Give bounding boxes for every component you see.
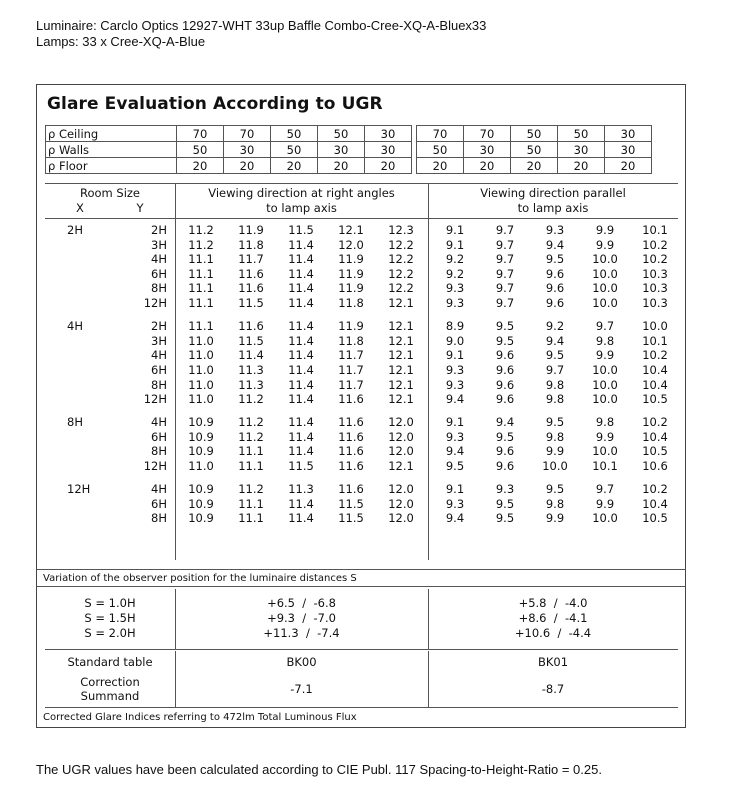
ugr-value: 11.4 (288, 281, 314, 296)
reflectance-value: 50 (271, 142, 318, 158)
ugr-value: 10.2 (642, 252, 668, 267)
room-y-label: 2H (151, 319, 167, 334)
ugr-value: 11.3 (238, 377, 264, 392)
ugr-value: 11.2 (238, 482, 264, 497)
ugr-value: 10.2 (642, 237, 668, 252)
ugr-value: 9.9 (545, 511, 565, 526)
reflectance-value: 70 (177, 126, 224, 142)
ugr-value: 12.1 (388, 377, 414, 392)
reflectance-value: 30 (605, 142, 652, 158)
ugr-value: 9.1 (445, 223, 465, 237)
ugr-value: 11.6 (338, 392, 364, 407)
ugr-value: 9.3 (445, 362, 465, 377)
room-y-label: 3H (151, 333, 167, 348)
divider (428, 217, 429, 560)
reflectance-value: 70 (464, 126, 511, 142)
ugr-value: 9.8 (545, 429, 565, 444)
ugr-value: 10.0 (592, 377, 618, 392)
y-label: Y (136, 201, 144, 215)
reflectance-value: 70 (224, 126, 271, 142)
spacing-parallel: +8.6 / -4.1 (518, 611, 588, 625)
table-title: Glare Evaluation According to UGR (47, 94, 383, 114)
room-y-label: 6H (151, 266, 167, 281)
ugr-value: 9.8 (595, 333, 615, 348)
ugr-value: 11.2 (188, 237, 214, 252)
spacing-variation-block (45, 589, 678, 650)
ugr-value: 11.6 (238, 281, 264, 296)
footer-note: The UGR values have been calculated according to CIE Publ. 117 Spacing-to-Height-Ratio = 0.25. (36, 762, 602, 777)
ugr-value: 9.3 (445, 296, 465, 310)
reflectance-value: 50 (417, 142, 464, 158)
ugr-value: 10.5 (642, 444, 668, 459)
ugr-value: 10.0 (592, 444, 618, 459)
ugr-value: 11.0 (188, 362, 214, 377)
ugr-value: 11.1 (238, 511, 264, 526)
ugr-value: 9.5 (545, 482, 565, 497)
ugr-value: 11.4 (288, 444, 314, 459)
viewing-direction-header (45, 183, 678, 219)
ugr-value: 9.1 (445, 237, 465, 252)
room-x-label: 4H (67, 319, 83, 334)
ugr-value: 11.3 (288, 482, 314, 497)
ugr-value: 9.7 (595, 482, 615, 497)
ugr-value: 12.2 (388, 237, 414, 252)
ugr-value: 11.9 (338, 281, 364, 296)
ugr-value: 11.4 (288, 296, 314, 310)
ugr-value: 9.5 (545, 348, 565, 363)
ugr-value: 11.0 (188, 392, 214, 407)
room-y-label: 12H (143, 459, 167, 473)
x-label: X (76, 201, 84, 215)
ugr-value: 12.0 (338, 237, 364, 252)
ugr-value: 11.4 (288, 333, 314, 348)
reflectance-table (45, 125, 652, 174)
ugr-value: 9.9 (595, 223, 615, 237)
ugr-value: 9.6 (495, 377, 515, 392)
ugr-value: 10.9 (188, 429, 214, 444)
ugr-value: 9.7 (545, 362, 565, 377)
reflectance-value: 20 (464, 158, 511, 174)
reflectance-value: 20 (511, 158, 558, 174)
floor-label: ρ Floor (46, 158, 177, 174)
reflectance-value: 50 (177, 142, 224, 158)
ceiling-label: ρ Ceiling (46, 126, 177, 142)
ugr-value: 11.0 (188, 459, 214, 473)
reflectance-value: 30 (318, 142, 365, 158)
ugr-value: 11.4 (288, 415, 314, 430)
correction-label-line2: Summand (80, 689, 140, 703)
ugr-value: 12.1 (388, 296, 414, 310)
ugr-value: 11.4 (238, 348, 264, 363)
ugr-value: 12.0 (388, 496, 414, 511)
ugr-value: 9.2 (545, 319, 565, 334)
ugr-value: 9.3 (445, 281, 465, 296)
ugr-value: 9.3 (495, 482, 515, 497)
ugr-value: 9.4 (445, 511, 465, 526)
reflectance-value: 30 (224, 142, 271, 158)
ugr-value: 11.5 (238, 333, 264, 348)
ugr-value: 9.5 (495, 333, 515, 348)
ugr-value: 9.5 (495, 511, 515, 526)
ugr-value: 10.1 (642, 223, 668, 237)
dir-parallel-line2: to lamp axis (517, 201, 589, 215)
ugr-value: 9.3 (545, 223, 565, 237)
reflectance-value: 20 (558, 158, 605, 174)
ugr-value: 9.9 (595, 237, 615, 252)
room-y-label: 8H (151, 511, 167, 526)
ugr-value: 11.8 (338, 333, 364, 348)
ugr-value: 9.3 (445, 496, 465, 511)
ugr-value: 9.6 (495, 348, 515, 363)
ugr-value: 11.5 (338, 496, 364, 511)
ugr-value: 9.3 (445, 377, 465, 392)
ugr-value: 9.7 (595, 319, 615, 334)
ugr-value: 11.6 (338, 444, 364, 459)
ugr-value: 11.6 (238, 319, 264, 334)
reflectance-value: 20 (177, 158, 224, 174)
ugr-value: 11.2 (188, 223, 214, 237)
spacing-label: S = 1.0H (84, 596, 136, 610)
ugr-value: 9.6 (495, 362, 515, 377)
ugr-value: 9.5 (495, 496, 515, 511)
ugr-value: 10.3 (642, 266, 668, 281)
reflectance-value: 20 (365, 158, 412, 174)
ugr-value: 11.3 (238, 362, 264, 377)
ugr-value: 9.6 (495, 444, 515, 459)
ugr-value: 11.7 (338, 348, 364, 363)
room-y-label: 4H (151, 348, 167, 363)
ugr-value: 11.1 (188, 296, 214, 310)
ugr-value: 11.5 (238, 296, 264, 310)
dir-right-angles-line2: to lamp axis (266, 201, 337, 215)
ugr-value: 10.9 (188, 482, 214, 497)
ugr-value: 11.9 (338, 252, 364, 267)
walls-row (46, 142, 652, 158)
ugr-value: 9.8 (545, 392, 565, 407)
ugr-value: 12.1 (388, 319, 414, 334)
ugr-value: 10.5 (642, 511, 668, 526)
ugr-value: 10.0 (592, 511, 618, 526)
ugr-value: 9.1 (445, 482, 465, 497)
ugr-value: 11.6 (338, 459, 364, 473)
ugr-value: 12.1 (338, 223, 364, 237)
ugr-value: 10.3 (642, 296, 668, 310)
ugr-value: 12.1 (388, 362, 414, 377)
ugr-value: 10.9 (188, 511, 214, 526)
ugr-value: 9.4 (545, 333, 565, 348)
ugr-value: 9.6 (545, 281, 565, 296)
room-y-label: 8H (151, 377, 167, 392)
spacing-parallel: +5.8 / -4.0 (518, 596, 588, 610)
ugr-value: 10.2 (642, 482, 668, 497)
room-y-label: 6H (151, 362, 167, 377)
ugr-value: 9.9 (595, 429, 615, 444)
ugr-value: 9.7 (495, 237, 515, 252)
ugr-value: 11.4 (288, 252, 314, 267)
ugr-value: 9.1 (445, 415, 465, 430)
ugr-value: 12.0 (388, 429, 414, 444)
ugr-value: 10.0 (542, 459, 568, 473)
ugr-value: 10.9 (188, 444, 214, 459)
dir-parallel-line1: Viewing direction parallel (480, 186, 626, 200)
ugr-value: 9.4 (495, 415, 515, 430)
reflectance-value: 30 (558, 142, 605, 158)
ugr-value: 11.6 (338, 429, 364, 444)
reflectance-value: 50 (511, 126, 558, 142)
reflectance-value: 20 (271, 158, 318, 174)
room-x-label: 2H (67, 223, 83, 237)
ugr-value: 9.5 (445, 459, 465, 473)
ugr-value: 11.4 (288, 429, 314, 444)
spacing-label: S = 1.5H (84, 611, 136, 625)
ugr-value: 10.0 (592, 362, 618, 377)
ugr-value: 11.6 (238, 266, 264, 281)
room-x-label: 12H (67, 482, 91, 497)
ugr-value: 9.8 (545, 377, 565, 392)
ugr-value: 11.5 (288, 223, 314, 237)
ugr-value: 12.0 (388, 511, 414, 526)
ugr-value: 9.0 (445, 333, 465, 348)
ugr-value: 11.4 (288, 362, 314, 377)
ugr-value: 9.6 (495, 459, 515, 473)
standard-table-block (45, 651, 678, 708)
ugr-value: 9.7 (495, 296, 515, 310)
ugr-value: 9.4 (445, 392, 465, 407)
ugr-value: 10.2 (642, 415, 668, 430)
ugr-value: 9.7 (495, 252, 515, 267)
ugr-value: 10.9 (188, 415, 214, 430)
ugr-value: 9.4 (545, 237, 565, 252)
reflectance-value: 20 (318, 158, 365, 174)
dir-right-angles-line1: Viewing direction at right angles (208, 186, 395, 200)
room-y-label: 6H (151, 429, 167, 444)
standard-table-right-angles: BK00 (286, 655, 317, 669)
ugr-table-frame (36, 84, 686, 728)
ugr-value: 12.2 (388, 266, 414, 281)
ugr-value: 12.3 (388, 223, 414, 237)
ugr-value: 10.3 (642, 281, 668, 296)
ugr-value: 11.6 (338, 482, 364, 497)
ugr-value: 9.5 (545, 415, 565, 430)
ugr-value: 12.1 (388, 333, 414, 348)
spacing-right-angles: +9.3 / -7.0 (267, 611, 336, 625)
ugr-value: 11.7 (338, 362, 364, 377)
ugr-value: 9.3 (445, 429, 465, 444)
ugr-value: 9.2 (445, 266, 465, 281)
room-y-label: 12H (143, 296, 167, 310)
ugr-value: 11.0 (188, 333, 214, 348)
ugr-value: 10.4 (642, 377, 668, 392)
ugr-value: 11.9 (338, 319, 364, 334)
ugr-value: 9.8 (545, 496, 565, 511)
ugr-value: 8.9 (445, 319, 465, 334)
ugr-value: 11.7 (338, 377, 364, 392)
ugr-value: 11.4 (288, 237, 314, 252)
reflectance-value: 50 (318, 126, 365, 142)
ugr-value: 11.4 (288, 319, 314, 334)
luminaire-name: Luminaire: Carclo Optics 12927-WHT 33up Baffle Combo-Cree-XQ-A-Bluex33 (36, 18, 487, 33)
room-x-label: 8H (67, 415, 83, 430)
ugr-value: 9.5 (545, 252, 565, 267)
room-size-label: Room Size (79, 186, 140, 200)
room-y-label: 12H (143, 392, 167, 407)
divider (175, 217, 176, 560)
walls-label: ρ Walls (46, 142, 177, 158)
ceiling-row (46, 126, 652, 142)
reflectance-value: 50 (511, 142, 558, 158)
ugr-value: 10.0 (642, 319, 668, 334)
ugr-value: 11.7 (238, 252, 264, 267)
ugr-value: 9.7 (495, 281, 515, 296)
ugr-value: 10.0 (592, 281, 618, 296)
variation-label: Variation of the observer position for the luminaire distances S (37, 569, 685, 587)
ugr-value: 11.4 (288, 348, 314, 363)
ugr-value: 9.9 (595, 496, 615, 511)
ugr-value: 11.1 (188, 252, 214, 267)
ugr-value: 11.1 (238, 496, 264, 511)
ugr-value: 9.5 (495, 319, 515, 334)
ugr-value: 10.4 (642, 496, 668, 511)
ugr-value: 9.2 (445, 252, 465, 267)
ugr-value: 10.0 (592, 266, 618, 281)
room-y-label: 8H (151, 444, 167, 459)
ugr-value: 11.5 (288, 459, 314, 473)
ugr-value: 11.2 (238, 415, 264, 430)
ugr-value: 9.9 (595, 348, 615, 363)
ugr-value: 9.4 (445, 444, 465, 459)
spacing-parallel: +10.6 / -4.4 (514, 626, 592, 640)
reflectance-value: 70 (417, 126, 464, 142)
ugr-value: 11.8 (238, 237, 264, 252)
ugr-value: 11.5 (338, 511, 364, 526)
ugr-value: 9.7 (495, 223, 515, 237)
ugr-value: 11.6 (338, 415, 364, 430)
reflectance-value: 50 (558, 126, 605, 142)
floor-row (46, 158, 652, 174)
ugr-value: 10.9 (188, 496, 214, 511)
ugr-value: 10.6 (642, 459, 668, 473)
ugr-value: 10.4 (642, 362, 668, 377)
ugr-value: 11.2 (238, 429, 264, 444)
ugr-value: 9.6 (545, 266, 565, 281)
ugr-value: 10.0 (592, 252, 618, 267)
reflectance-value: 20 (605, 158, 652, 174)
ugr-value: 11.4 (288, 392, 314, 407)
room-y-label: 6H (151, 496, 167, 511)
ugr-value: 10.2 (642, 348, 668, 363)
ugr-value: 11.1 (188, 319, 214, 334)
room-y-label: 2H (151, 223, 167, 237)
ugr-value: 11.4 (288, 511, 314, 526)
reflectance-value: 30 (365, 126, 412, 142)
ugr-value: 11.9 (338, 266, 364, 281)
correction-right-angles: -7.1 (290, 682, 313, 696)
correction-label-line1: Correction (80, 675, 140, 689)
ugr-value: 12.0 (388, 444, 414, 459)
ugr-value: 11.4 (288, 266, 314, 281)
ugr-value: 11.9 (238, 223, 264, 237)
ugr-value: 9.6 (495, 392, 515, 407)
ugr-value: 11.2 (238, 392, 264, 407)
ugr-value: 11.4 (288, 377, 314, 392)
room-y-label: 4H (151, 252, 167, 267)
room-y-label: 4H (151, 482, 167, 497)
ugr-value: 9.7 (495, 266, 515, 281)
reflectance-value: 30 (365, 142, 412, 158)
ugr-values-grid (45, 217, 678, 560)
ugr-value: 12.0 (388, 415, 414, 430)
ugr-value: 10.4 (642, 429, 668, 444)
ugr-value: 10.5 (642, 392, 668, 407)
standard-table-label: Standard table (67, 655, 153, 669)
ugr-value: 11.0 (188, 348, 214, 363)
standard-table-parallel: BK01 (537, 655, 569, 669)
room-y-label: 8H (151, 281, 167, 296)
lamps-spec: Lamps: 33 x Cree-XQ-A-Blue (36, 34, 206, 49)
reflectance-value: 20 (224, 158, 271, 174)
ugr-value: 11.1 (188, 266, 214, 281)
ugr-value: 10.0 (592, 392, 618, 407)
ugr-value: 12.1 (388, 459, 414, 473)
ugr-value: 9.8 (595, 415, 615, 430)
ugr-value: 11.8 (338, 296, 364, 310)
ugr-value: 12.0 (388, 482, 414, 497)
room-y-label: 3H (151, 237, 167, 252)
ugr-value: 12.2 (388, 281, 414, 296)
ugr-value: 10.1 (592, 459, 618, 473)
ugr-value: 9.5 (495, 429, 515, 444)
ugr-value: 10.1 (642, 333, 668, 348)
reflectance-value: 20 (417, 158, 464, 174)
correction-parallel: -8.7 (541, 682, 565, 696)
ugr-value: 11.0 (188, 377, 214, 392)
ugr-value: 10.0 (592, 296, 618, 310)
ugr-value: 12.1 (388, 348, 414, 363)
corrected-glare-note: Corrected Glare Indices referring to 472lm Total Luminous Flux (43, 712, 357, 723)
spacing-right-angles: +11.3 / -7.4 (263, 626, 340, 640)
ugr-value: 11.1 (238, 444, 264, 459)
ugr-value: 11.1 (238, 459, 264, 473)
ugr-value: 11.1 (188, 281, 214, 296)
ugr-value: 9.1 (445, 348, 465, 363)
reflectance-value: 30 (605, 126, 652, 142)
room-y-label: 4H (151, 415, 167, 430)
ugr-value: 12.1 (388, 392, 414, 407)
reflectance-value: 30 (464, 142, 511, 158)
ugr-value: 9.9 (545, 444, 565, 459)
spacing-label: S = 2.0H (84, 626, 136, 640)
ugr-value: 11.4 (288, 496, 314, 511)
ugr-value: 9.6 (545, 296, 565, 310)
reflectance-value: 50 (271, 126, 318, 142)
ugr-value: 12.2 (388, 252, 414, 267)
spacing-right-angles: +6.5 / -6.8 (267, 596, 336, 610)
